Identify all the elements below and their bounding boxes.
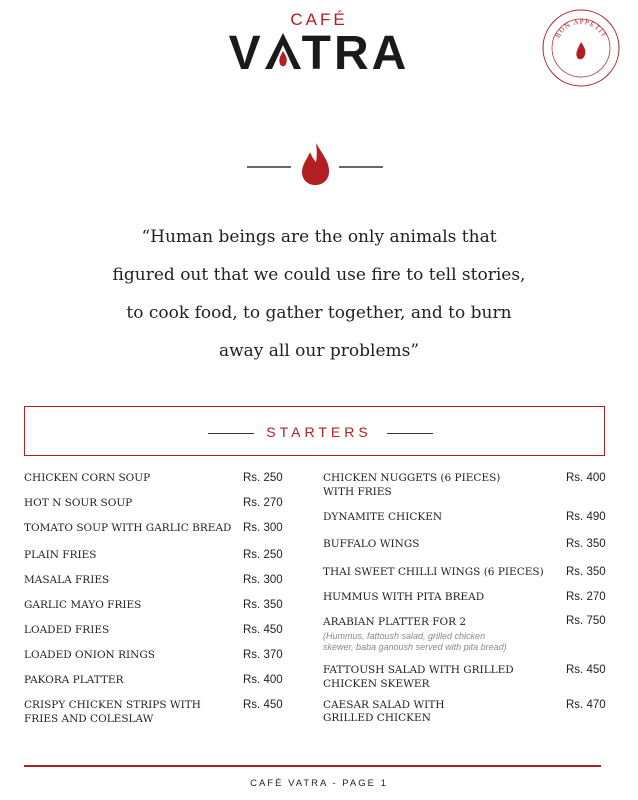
section-title: STARTERS: [266, 424, 372, 440]
menu-item-price: Rs. 450: [243, 624, 283, 636]
flame-divider: [0, 142, 638, 186]
footer-divider: [24, 765, 601, 767]
menu-item-name: FATTOUSH SALAD WITH GRILLED: [323, 664, 514, 676]
menu-item-name: CHICKEN CORN SOUP: [24, 472, 151, 484]
menu-item-name: PLAIN FRIES: [24, 549, 97, 561]
menu-item-name-cont: WITH FRIES: [323, 486, 392, 498]
menu-item-name: THAI SWEET CHILLI WINGS (6 PIECES): [323, 566, 544, 578]
menu-item-price: Rs. 350: [566, 538, 606, 550]
menu-item-price: Rs. 300: [243, 574, 283, 586]
menu-item-name: BUFFALO WINGS: [323, 538, 420, 550]
menu-item-name-cont: GRILLED CHICKEN: [323, 712, 431, 724]
stamp-flame-icon: [576, 42, 585, 59]
menu-item-name: CHICKEN NUGGETS (6 PIECES): [323, 472, 501, 484]
menu-item-price: Rs. 300: [243, 522, 283, 534]
menu-item-description: (Hummus, fattoush salad, grilled chicken: [323, 631, 486, 641]
menu-item-name: MASALA FRIES: [24, 574, 110, 586]
menu-item-price: Rs. 450: [243, 699, 283, 711]
menu-item-price: Rs. 350: [566, 566, 606, 578]
menu-item-name: ARABIAN PLATTER FOR 2: [323, 616, 467, 628]
menu-item-price: Rs. 400: [243, 674, 283, 686]
menu-item-name: DYNAMITE CHICKEN: [323, 511, 443, 523]
menu-item-name: PAKORA PLATTER: [24, 674, 124, 686]
logo-name-right: TRA: [301, 27, 410, 80]
logo-cafe-text: CAFÉ: [290, 10, 348, 29]
menu-item-name: LOADED ONION RINGS: [24, 649, 155, 661]
menu-item-price: Rs. 470: [566, 699, 606, 711]
menu-item-price: Rs. 250: [243, 472, 283, 484]
menu-item-price: Rs. 490: [566, 511, 606, 523]
logo-name-left: V: [228, 27, 264, 80]
quote-text: “Human beings are the only animals that figured out that we could use fire to tell stories, to cook food, to gather together, and to burn away all our problems”: [112, 227, 526, 361]
menu-item-price: Rs. 350: [243, 599, 283, 611]
menu-item-name-cont: CHICKEN SKEWER: [323, 678, 430, 690]
menu-item-price: Rs. 250: [243, 549, 283, 561]
menu-item-price: Rs. 400: [566, 472, 606, 484]
bon-appetit-stamp: [541, 8, 621, 88]
menu-item-price: Rs. 270: [566, 591, 606, 603]
menu-item-name-cont: FRIES AND COLESLAW: [24, 713, 154, 725]
menu-item-price: Rs. 270: [243, 497, 283, 509]
menu-item-name: CRISPY CHICKEN STRIPS WITH: [24, 699, 201, 711]
menu-item-price: Rs. 370: [243, 649, 283, 661]
menu-item-name: HOT N SOUR SOUP: [24, 497, 133, 509]
menu-item-price: Rs. 450: [566, 664, 606, 676]
menu-item-description-cont: skewer, baba ganoush served with pita bread): [323, 642, 507, 652]
stamp-text: BON APPETIT: [553, 17, 609, 40]
menu-item-price: Rs. 750: [566, 615, 606, 627]
menu-item-name: TOMATO SOUP WITH GARLIC BREAD: [24, 522, 232, 534]
menu-item-name: HUMMUS WITH PITA BREAD: [323, 591, 485, 603]
menu-item-name: LOADED FRIES: [24, 624, 110, 636]
footer-page-label: CAFÉ VATRA - PAGE 1: [250, 778, 388, 789]
logo-a-flame-icon: [264, 31, 302, 69]
menu-item-name: GARLIC MAYO FRIES: [24, 599, 142, 611]
svg-text:BON APPETIT: [554, 18, 609, 39]
flame-icon: [302, 143, 329, 185]
menu-item-name: CAESAR SALAD WITH: [323, 699, 445, 711]
